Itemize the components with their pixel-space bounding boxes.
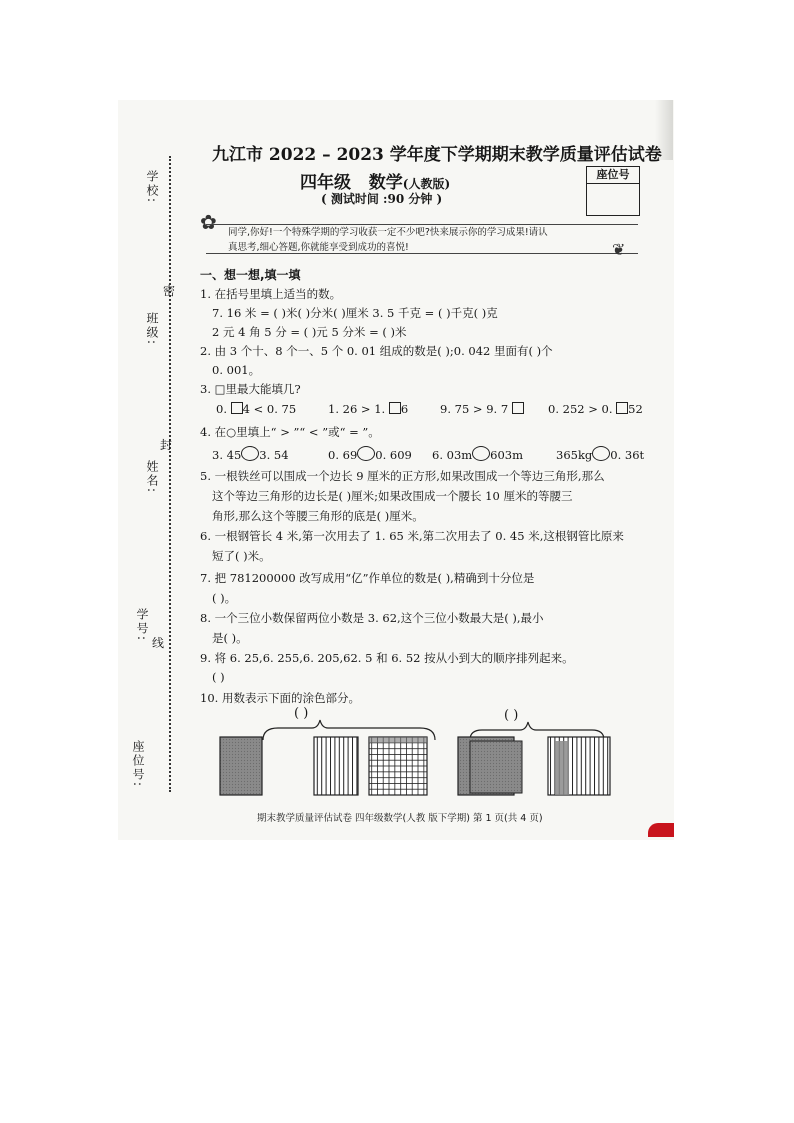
q3-a-post: 4 < 0. 75 — [242, 402, 297, 416]
q10-fig2-tenths — [314, 737, 358, 795]
question-1-row-2: 2 元 4 角 5 分 = ( )元 5 分米 = ( )米 — [212, 325, 407, 339]
q10-fig3-hundredths — [369, 737, 427, 795]
seal-char-xian: 线 — [152, 636, 165, 650]
question-6: 6. 一根钢管长 4 米,第一次用去了 1. 65 米,第二次用去了 0. 45 米,这根钢管比原来 — [200, 529, 624, 543]
q10-answer-bracket-2: ( ) — [504, 708, 519, 723]
q4-c-left: 6. 03m — [432, 448, 473, 462]
question-5-line-3: 角形,那么这个等腰三角形的底是( )厘米。 — [212, 509, 424, 523]
exam-title: 九江市 2022 – 2023 学年度下学期期末教学质量评估试卷 — [212, 145, 662, 165]
seal-char-feng: 封 — [160, 438, 173, 452]
question-9-answer: ( ) — [212, 670, 225, 684]
q3-c-pre: 9. 75 > 9. 7 — [440, 402, 509, 416]
q4-c-right: 603m — [490, 448, 524, 462]
q3-d-pre: 0. 252 > 0. — [548, 402, 613, 416]
class-field-label: 班级: — [145, 312, 159, 347]
q3-b-post: 6 — [400, 402, 409, 416]
clover-icon: ✿ — [200, 210, 217, 234]
question-8-line-2: 是( )。 — [212, 631, 248, 645]
section-heading: 一、想一想,填一填 — [200, 268, 301, 282]
q10-fig5-partial-tenths — [548, 737, 610, 795]
question-1-row-1: 7. 16 米 = ( )米( )分米( )厘米 3. 5 千克 = ( )千克( )克 — [212, 306, 498, 320]
question-2: 2. 由 3 个十、8 个一、5 个 0. 01 组成的数是( );0. 042 里面有( )个 — [200, 344, 553, 358]
test-time: ( 测试时间 :90 分钟 ) — [321, 192, 443, 206]
q3-d-post: 52 — [628, 402, 643, 416]
q10-answer-bracket-1: ( ) — [294, 706, 309, 721]
name-field-label: 姓名: — [145, 460, 159, 495]
question-5-line-2: 这个等边三角形的边长是( )厘米;如果改围成一个腰长 10 厘米的等腰三 — [212, 489, 573, 503]
question-6-line-2: 短了( )米。 — [212, 549, 271, 563]
student-id-field-label: 学号: — [135, 608, 149, 643]
school-field-label: 学校: — [145, 170, 159, 205]
edition-label: (人教版) — [402, 177, 451, 191]
q4-a-right: 3. 54 — [259, 448, 289, 462]
page-footer: 期末教学质量评估试卷 四年级数学(人教 版下学期) 第 1 页(共 4 页) — [257, 813, 543, 824]
question-7-line-2: ( )。 — [212, 591, 237, 605]
question-2-cont: 0. 001。 — [212, 363, 261, 377]
grade-label: 四年级 — [300, 173, 351, 193]
greeting-line-2: 真思考,细心答题,你就能享受到成功的喜悦! — [228, 242, 409, 253]
question-9: 9. 将 6. 25,6. 255,6. 205,62. 5 和 6. 52 按从小到大的顺序排列起来。 — [200, 651, 574, 665]
question-8: 8. 一个三位小数保留两位小数是 3. 62,这个三位小数最大是( ),最小 — [200, 611, 544, 625]
bird-icon: ❦ — [612, 240, 626, 259]
q4-d-left: 365kg — [556, 448, 593, 462]
subject-label: 数学 — [368, 173, 403, 193]
seal-char-mi: 密 — [163, 284, 176, 298]
seat-number-field-label: 座位号: — [131, 740, 145, 789]
question-10: 10. 用数表示下面的涂色部分。 — [200, 691, 360, 705]
seat-number-label: 座位号 — [587, 167, 639, 184]
q4-d-right: 0. 36t — [610, 448, 645, 462]
question-1: 1. 在括号里填上适当的数。 — [200, 287, 342, 301]
q4-b-left: 0. 69 — [328, 448, 358, 462]
question-5: 5. 一根铁丝可以围成一个边长 9 厘米的正方形,如果改围成一个等边三角形,那么 — [200, 469, 605, 483]
q3-a-pre: 0. — [216, 402, 227, 416]
question-7: 7. 把 781200000 改写成用“亿”作单位的数是( ),精确到十分位是 — [200, 571, 535, 585]
q10-fig1-full-square — [220, 737, 262, 795]
greeting-line-1: 同学,你好!一个特殊学期的学习收获一定不少吧?快来展示你的学习成果!请认 — [228, 227, 548, 238]
q10-fig4-shaded-squares — [458, 737, 522, 795]
q4-b-right: 0. 609 — [375, 448, 412, 462]
q3-b-pre: 1. 26 > 1. — [328, 402, 386, 416]
question-4: 4. 在○里填上“ > ”“ < ”或“ = ”。 — [200, 425, 380, 439]
q4-a-left: 3. 45 — [212, 448, 242, 462]
question-3: 3. □里最大能填几? — [200, 382, 301, 396]
